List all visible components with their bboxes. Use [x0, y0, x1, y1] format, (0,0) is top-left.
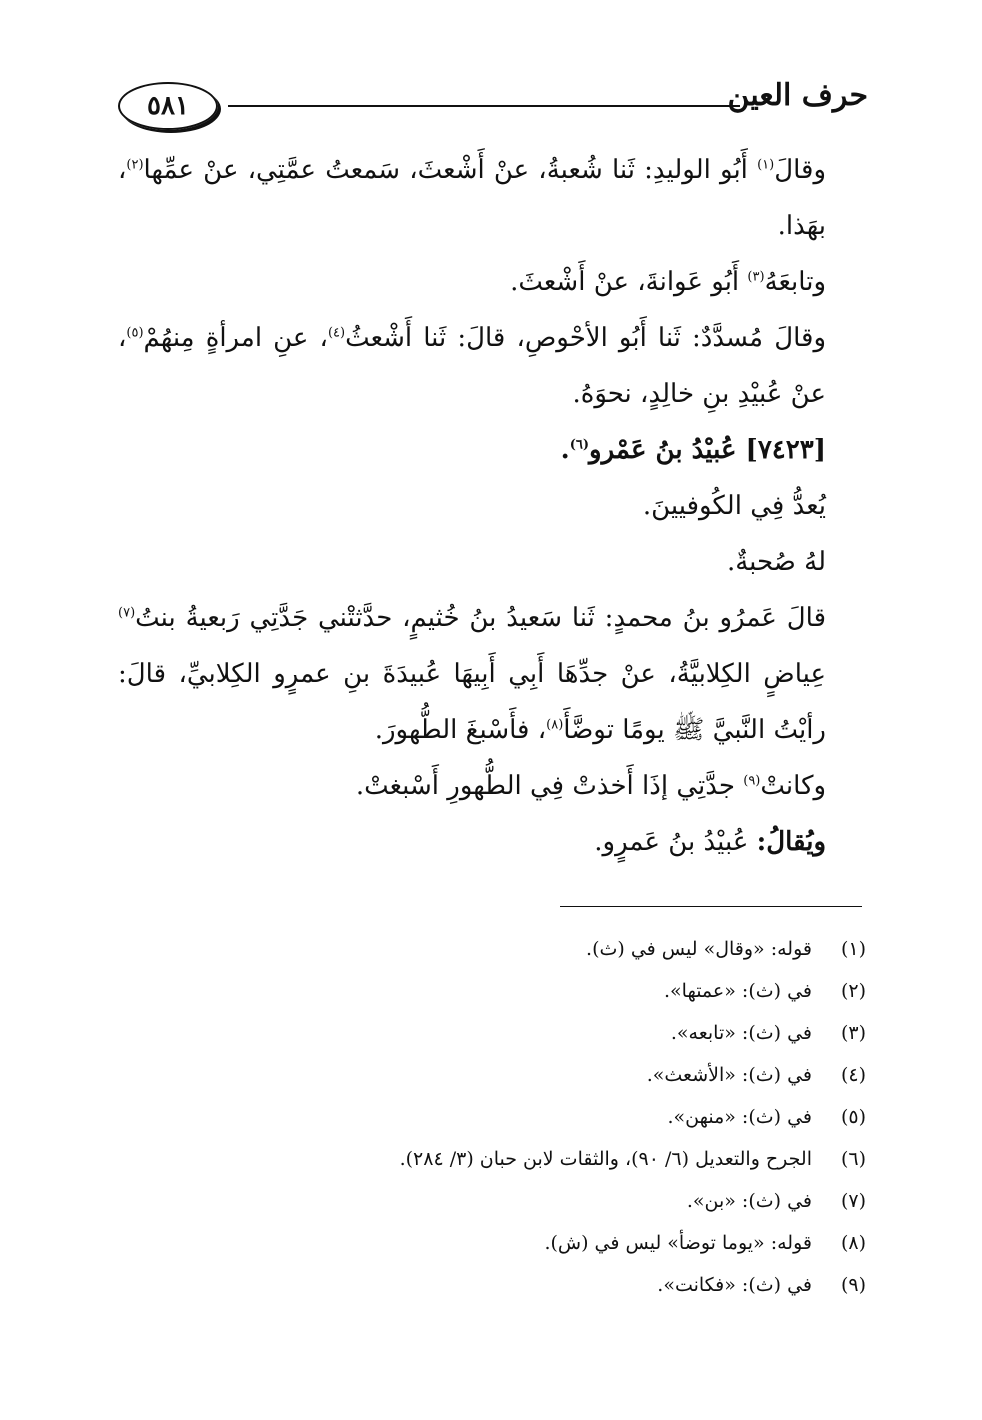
footnote-text: في (ث): «فكانت».: [657, 1274, 812, 1296]
footnote-ref-8[interactable]: (٨): [546, 717, 564, 733]
footnote-number: (٧): [840, 1190, 866, 1212]
footnote-text: الجرح والتعديل (٦/ ٩٠)، والثقات لابن حبان (٣/ ٢٨٤).: [399, 1148, 812, 1170]
footnote-9: [240, 1264, 866, 1306]
footnote-text: قوله: «وقال» ليس في (ث).: [586, 938, 812, 960]
paragraph-5: وكانتْ$^{(٩)}$ جدَّتِي إذَا أَخذتْ فِي الطُّهورِ أَسْبغتْ.: [355, 771, 826, 801]
footnote-number: (٥): [840, 1106, 866, 1128]
main-text: [118, 142, 866, 870]
line-kufa: يُعدُّ فِي الكُوفيينَ.: [642, 491, 826, 521]
footnote-number: (٣): [840, 1022, 866, 1044]
paragraph-6: ويُقالُ: عُبيْدُ بنُ عَمرٍو.: [594, 827, 826, 857]
footnote-3: [240, 1012, 866, 1054]
footnote-number: (٤): [840, 1064, 866, 1086]
page-number-badge: [118, 82, 218, 130]
line-companion: لهُ صُحبةٌ.: [726, 547, 826, 577]
footnote-divider: [560, 906, 862, 907]
entry-heading: [٧٤٢٣] عُبيْدُ بنُ عَمْرو$^{(٦)}$.: [560, 435, 826, 465]
footnote-2: [240, 970, 866, 1012]
footnote-text: في (ث): «عمتها».: [663, 980, 812, 1002]
footnote-5: [240, 1096, 866, 1138]
footnote-ref-3[interactable]: (٣): [747, 269, 765, 285]
footnote-number: (٨): [840, 1232, 866, 1254]
footnote-text: في (ث): «تابعه».: [670, 1022, 812, 1044]
footnote-number: (١): [840, 938, 866, 960]
paragraph-3: وقالَ مُسدَّدٌ: ثَنا أَبُو الأحْوصِ، قالَ: ثَنا أَشْعثُ$^{(٤)}$، عنِ امرأةٍ مِنهُمْ$^{(٥)}$، عنْ عُبيْدِ بنِ خالِدٍ، نحوَهُ.: [118, 323, 826, 409]
paragraph-1: وقالَ$^{(١)}$ أَبُو الوليدِ: ثَنا شُعبةُ، عنْ أَشْعثَ، سَمعتُ عمَّتِي، عنْ عمِّها$^{(٢)}$، بهَذا.: [118, 155, 826, 241]
footnote-number: (٩): [840, 1274, 866, 1296]
paragraph-4: قالَ عَمرُو بنُ محمدٍ: ثَنا سَعيدُ بنُ خُثيمٍ، حدَّثتْني جَدَّتِي رَبعيةُ بنتُ$^{(٧)}$ عِياضٍ الكِلابيَّةُ، عنْ جدِّهَا أَبِي أَبِيهَا عُبيدَةَ بنِ عمرٍو الكِلابيِّ، قالَ: رأيْتُ النَّبيَّ ﷺ يومًا توضَّأَ$^{(٨)}$، فأَسْبغَ الطُّهورَ.: [118, 603, 826, 745]
footnote-ref-9[interactable]: (٩): [743, 773, 761, 789]
footnote-ref-1[interactable]: (١): [757, 157, 775, 173]
paragraph-2: وتابعَهُ$^{(٣)}$ أَبُو عَوانةَ، عنْ أَشْعثَ.: [510, 267, 826, 297]
footnote-ref-4[interactable]: (٤): [327, 325, 346, 341]
chapter-title: حرف العين: [727, 78, 868, 113]
footnote-text: قوله: «يوما توضأ» ليس في (ش).: [544, 1232, 812, 1254]
footnote-number: (٦): [840, 1148, 866, 1170]
footnote-text: في (ث): «منهن».: [667, 1106, 812, 1128]
page-header: [118, 78, 868, 134]
footnote-ref-5[interactable]: (٥): [126, 325, 144, 341]
footnote-6: [240, 1138, 866, 1180]
footnote-text: في (ث): «الأشعث».: [646, 1064, 812, 1086]
footnote-text: في (ث): «بن».: [686, 1190, 812, 1212]
footnote-ref-7[interactable]: (٧): [118, 605, 136, 621]
footnote-7: [240, 1180, 866, 1222]
footnote-4: [240, 1054, 866, 1096]
footnote-ref-6[interactable]: (٦): [569, 437, 590, 453]
header-rule: [228, 105, 740, 107]
footnote-number: (٢): [840, 980, 866, 1002]
footnote-1: [240, 928, 866, 970]
footnote-8: [240, 1222, 866, 1264]
page-number: ٥٨١: [147, 91, 189, 121]
footnotes-list: [240, 928, 866, 1306]
footnote-ref-2[interactable]: (٢): [126, 157, 144, 173]
